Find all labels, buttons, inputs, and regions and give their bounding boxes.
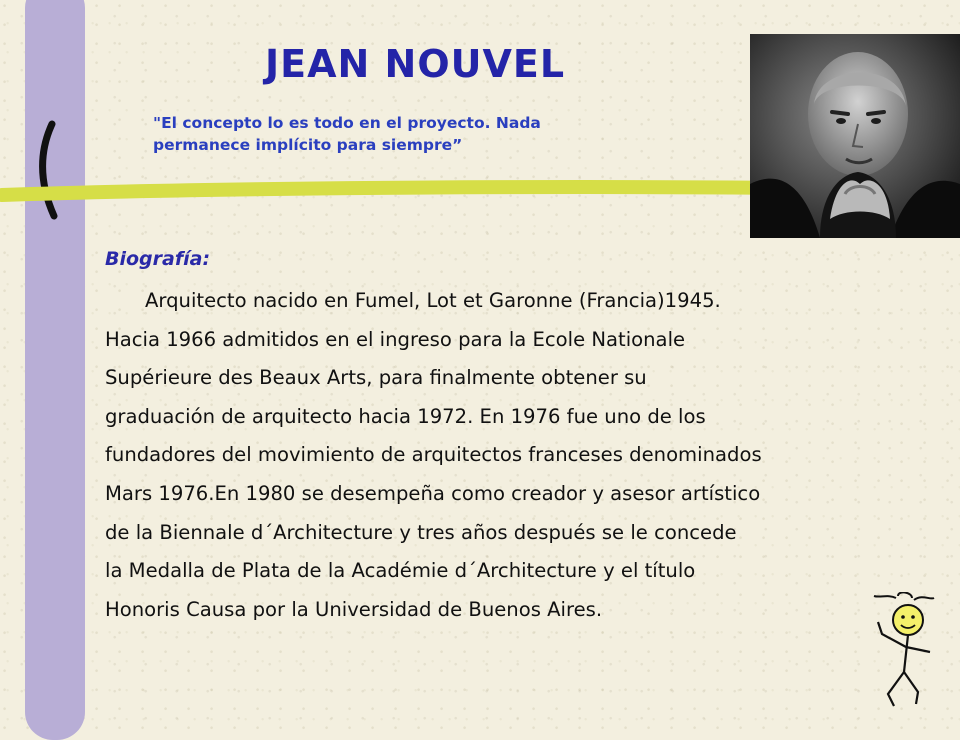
- biography-line: Supérieure des Beaux Arts, para finalmente obtener su: [105, 366, 647, 390]
- biography-line: Arquitecto nacido en Fumel, Lot et Garonne (Francia)1945.: [145, 289, 721, 312]
- biography-line: fundadores del movimiento de arquitectos franceses denominados: [105, 443, 762, 467]
- biography-line: Hacia 1966 admitidos en el ingreso para la Ecole Nationale: [105, 327, 686, 351]
- biography-line: Honoris Causa por la Universidad de Buenos Aires.: [105, 597, 603, 621]
- biography-line: la Medalla de Plata de la Académie d´Architecture y el título: [105, 559, 696, 583]
- side-bar-decoration: [25, 0, 85, 740]
- biography-heading: Biografía:: [105, 248, 211, 270]
- stick-figure-icon: [868, 592, 948, 712]
- quote-line: permanece implícito para siempre”: [153, 136, 463, 154]
- portrait-photo: [750, 34, 960, 238]
- quote-line: "El concepto lo es todo en el proyecto. Nada: [153, 114, 541, 132]
- biography-line: de la Biennale d´Architecture y tres años después se le concede: [105, 520, 737, 544]
- biography-line: graduación de arquitecto hacia 1972. En 1976 fue uno de los: [105, 404, 706, 428]
- page-title: JEAN NOUVEL: [265, 42, 566, 86]
- biography-text: [105, 282, 945, 629]
- quote: [153, 112, 713, 156]
- biography-line: Mars 1976.En 1980 se desempeña como creador y asesor artístico: [105, 481, 761, 505]
